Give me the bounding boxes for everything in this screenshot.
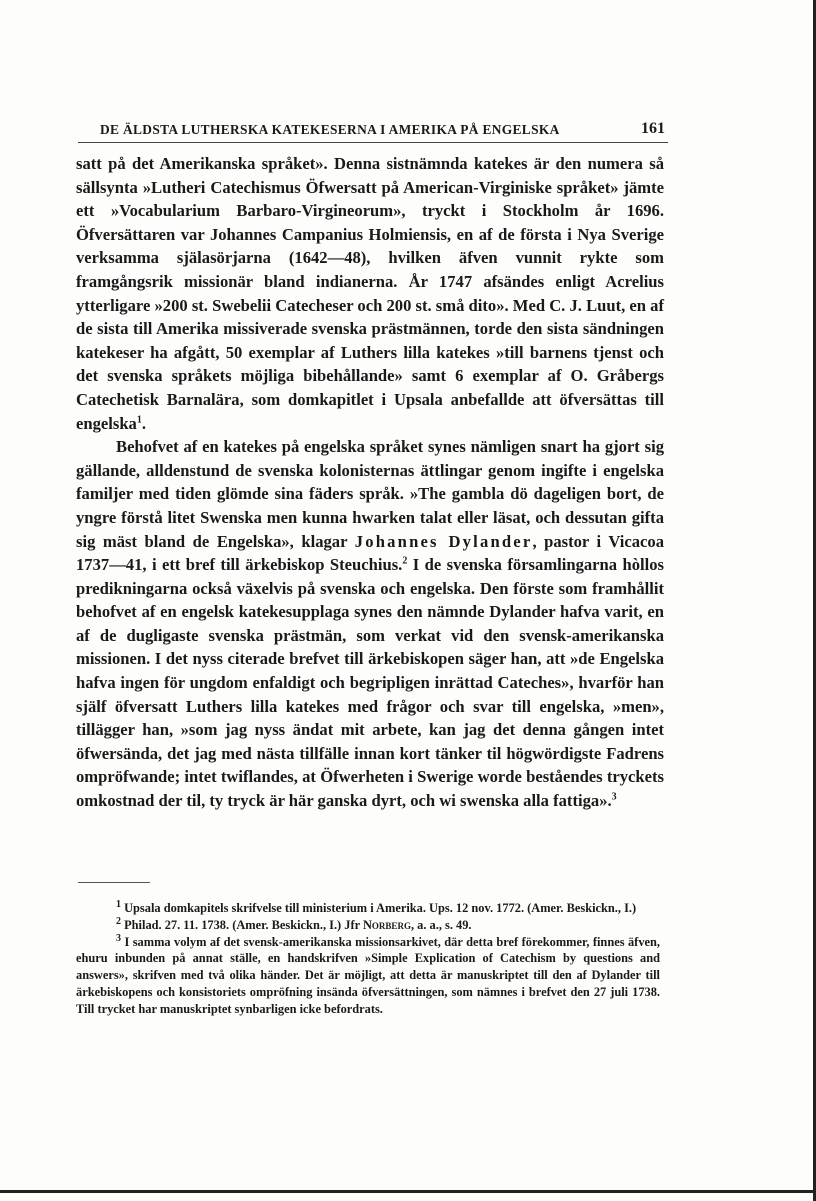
- paragraph-2-part2: , pastor i Vicacoa 1737—41, i ett bref till ärkebiskop Steuchius.: [76, 531, 664, 575]
- author-name-dylander: Johannes Dylander: [354, 531, 533, 551]
- footnotes: [76, 900, 660, 1018]
- footnote-ref-3: 3: [611, 791, 617, 803]
- footnote-2-text-b: , a. a., s. 49.: [410, 917, 472, 932]
- running-header: [78, 120, 668, 143]
- page-number: 161: [641, 120, 665, 137]
- footnote-1-mark: 1: [116, 898, 121, 910]
- scan-edge-bottom: [0, 1190, 816, 1193]
- footnote-2-author: Norberg: [362, 917, 411, 932]
- footnote-1: [76, 900, 660, 917]
- paragraph-1-text: satt på det Amerikanska språket». Denna sistnämnda katekes är den numera så sällsynta »Lutheri Catechismus Öfwersatt på American-Virginiske språket» jämte ett »Vocabularium Barbaro-Virgineorum», tryckt i Stockholm år 1696. Öfversättaren var Johannes Campanius Holmiensis, en af de första i Nya Sverige verksamma själasörjarna (1642—48), hvilken äfven vunnit rykte som framgångsrik missionär bland indianerna. År 1747 afsändes enligt Acrelius ytterligare »200 st. Swebelii Catecheser och 200 st. små dito». Med C. J. Luut, en af de sista till Amerika missiverade svenska prästmännen, torde den sista sändningen katekeser ha afgått, 50 exemplar af Luthers lilla katekes »till barnens tjenst och det svenska språkets möjliga bibehållande» samt 6 exemplar af O. Gråbergs Catechetisk Barnalära, som domkapitlet i Upsala anbefallde att öfversättas till engelska: [76, 154, 664, 433]
- paragraph-2: [76, 435, 664, 813]
- footnote-2: [76, 917, 660, 934]
- footnote-rule: [78, 882, 150, 883]
- footnote-3-mark: 3: [116, 932, 121, 944]
- running-header-title: DE ÄLDSTA LUTHERSKA KATEKESERNA I AMERIKA PÅ ENGELSKA: [100, 122, 560, 137]
- paragraph-1-end: .: [141, 413, 147, 433]
- footnote-3-text: I samma volym af det svensk-amerikanska missionsarkivet, där detta bref förekommer, finnes äfven, ehuru inbunden på annat ställe, en handskrifven »Simple Explication of Catechism by questions and answers», skrifven med två olika händer. Det är möjligt, att detta är manuskriptet till den af Dylander till ärkebiskopens och konsistoriets ompröfning insända öfversättningen, som nämnes i brefvet den 27 juli 1738. Till trycket har manuskriptet synbarligen icke befordrats.: [76, 934, 660, 1016]
- footnote-3: [76, 934, 660, 1018]
- paragraph-2-part1: Behofvet af en katekes på engelska språket synes nämligen snart ha gjort sig gällande, alldenstund de svenska kolonisternas ättlingar genom ingifte i engelska familjer med tiden glömde sina fäders språk. »The gambla dö dageligen bort, de yngre förstå litet Swenska men kunna hwarken talat eller läsat, och dessutan gifta sig mäst bland de Engelska», klagar: [76, 437, 664, 551]
- footnote-1-text: Upsala domkapitels skrifvelse till ministerium i Amerika. Ups. 12 nov. 1772. (Amer. Beskickn., I.): [121, 901, 637, 915]
- footnote-ref-1: 1: [136, 414, 142, 425]
- paragraph-2-part3: I de svenska församlingarna hòllos predikningarna också växelvis på svenska och engelska. Den förste som framhållit behofvet af en engelsk katekesupplaga synes den nämnde Dylander hafva varit, en af de dugligaste svenska prästmän, som verkat vid den svensk-amerikanska missionen. I det nyss citerade brefvet till ärkebiskopen säger han, att »de Engelska hafva ingen för ungdom enfaldigt och begripligen inrättad Cateches», hvarför han själf öfversatt Luthers lilla katekes med frågor och svar till engelska, »men», tillägger han, »som jag nyss ändat mit arbete, kan jag det denna gången intet öfwersända, det jag med nästa tillfälle innan kort tänker til högwördigste Fadrens ompröfwande; intet twiflandes, at Öfwerheten i Swerige worde beståendes tryckets omkostnad der til, ty tryck är här ganska dyrt, och wi swenska alla fattiga».: [76, 555, 664, 811]
- paragraph-1: [76, 152, 664, 435]
- footnote-ref-2: 2: [402, 555, 408, 567]
- footnote-2-text-a: Philad. 27. 11. 1738. (Amer. Beskickn., I.) Jfr: [121, 917, 363, 932]
- main-text: [76, 152, 664, 813]
- footnote-2-mark: 2: [116, 915, 121, 927]
